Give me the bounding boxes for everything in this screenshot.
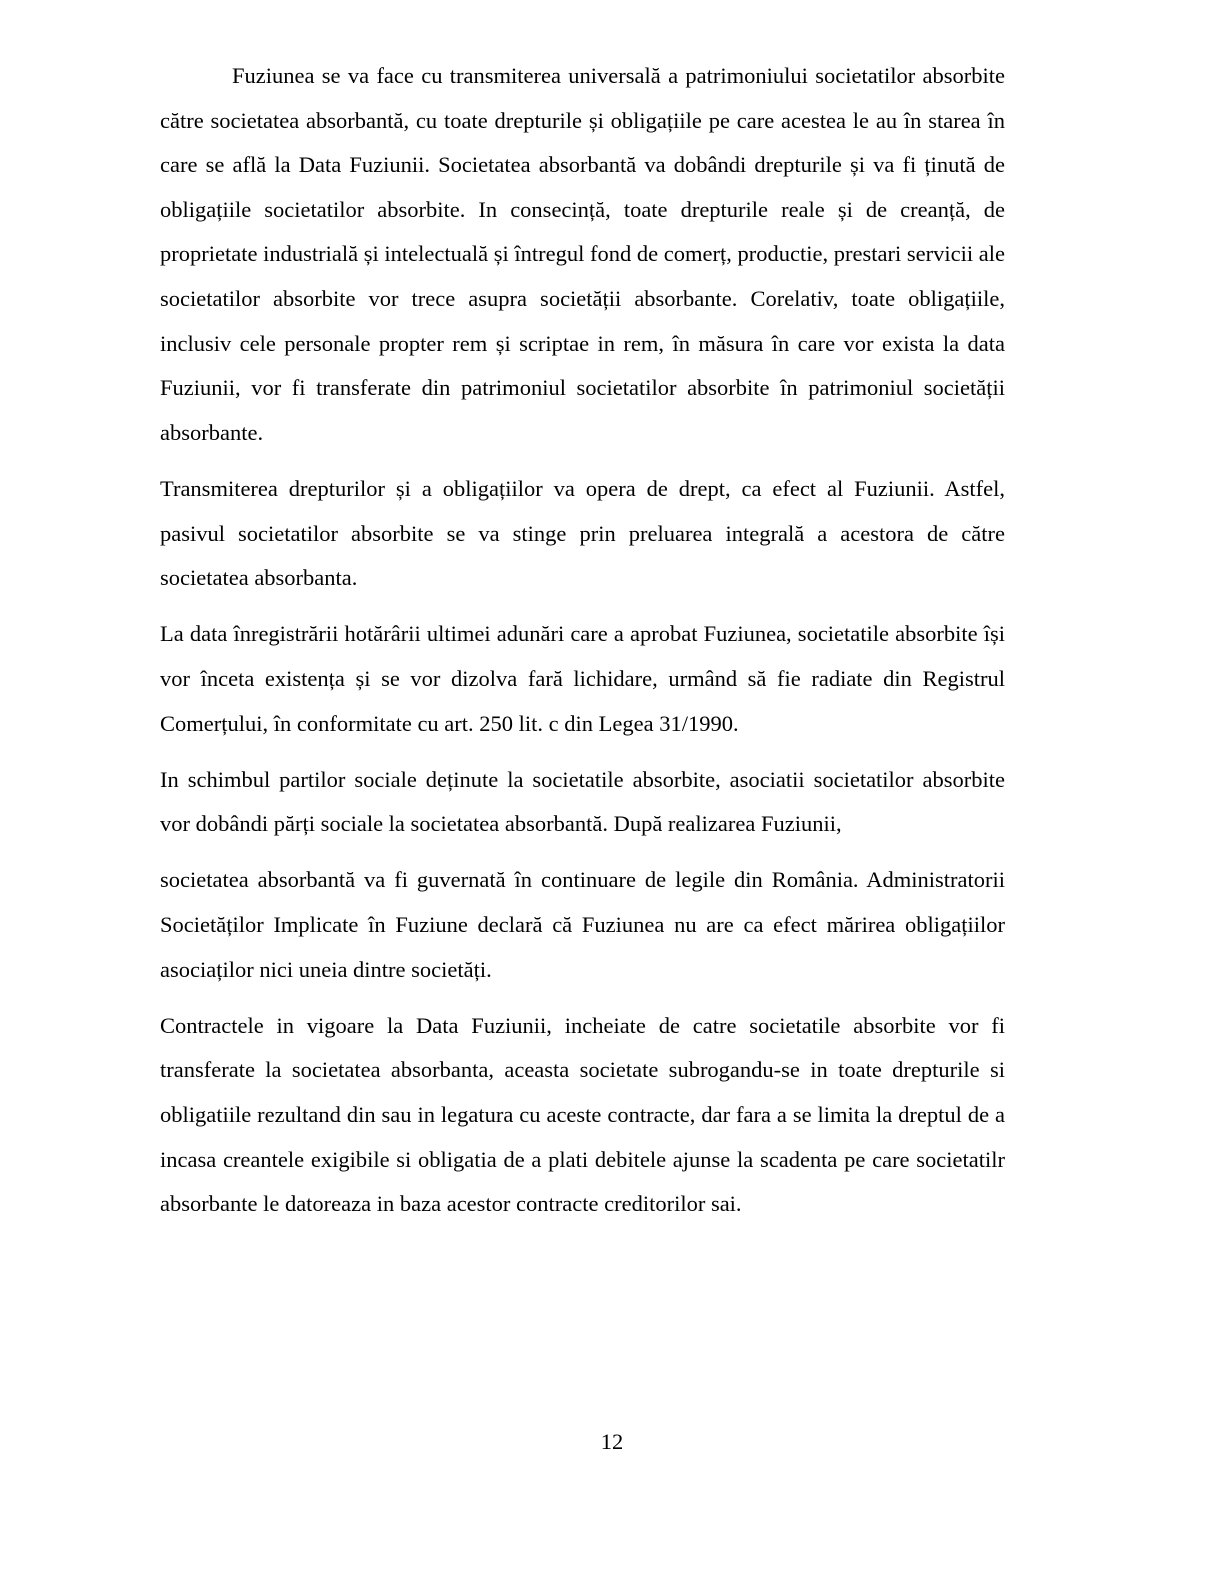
paragraph: Fuziunea se va face cu transmiterea universală a patrimoniului societatilor absorbite către societatea absorbantă, cu toate drepturile și obligațiile pe care acestea le au în starea în care se află la Data Fuziunii. Societatea absorbantă va dobândi drepturile și va fi ținută de obligațiile societatilor absorbite. In consecință, toate drepturile reale și de creanță, de proprietate industrială și intelectuală și întregul fond de comerț, productie, prestari servicii ale societatilor absorbite vor trece asupra societății absorbante. Corelativ, toate obligațiile, inclusiv cele personale propter rem și scriptae in rem, în măsura în care vor exista la data Fuziunii, vor fi transferate din patrimoniul societatilor absorbite în patrimoniul societății absorbante. (160, 63, 1005, 445)
paragraph: Contractele in vigoare la Data Fuziunii, incheiate de catre societatile absorbite vor fi transferate la societatea absorbanta, aceasta societate subrogandu-se in toate drepturile si obligatiile rezultand din sau in legatura cu aceste contracte, dar fara a se limita la dreptul de a incasa creantele exigibile si obligatia de a plati debitele ajunse la scadenta pe care societatilr absorbante le datoreaza in baza acestor contracte creditorilor sai. (160, 1012, 1005, 1217)
paragraph: societatea absorbantă va fi guvernată în continuare de legile din România. Administratorii Societăților Implicate în Fuziune declară că Fuziunea nu are ca efect mărirea obligațiilor asociaților nici uneia dintre societăți. (160, 867, 1005, 982)
paragraph: In schimbul partilor sociale deținute la societatile absorbite, asociatii societatilor absorbite vor dobândi părți sociale la societatea absorbantă. După realizarea Fuziunii, (160, 766, 1005, 837)
paragraph: La data înregistrării hotărârii ultimei adunări care a aprobat Fuziunea, societatile absorbite își vor înceta existența și se vor dizolva fară lichidare, urmând să fie radiate din Registrul Comerțului, în conformitate cu art. 250 lit. c din Legea 31/1990. (160, 621, 1005, 736)
page-number: 12 (600, 1429, 624, 1454)
paragraph: Transmiterea drepturilor și a obligațiilor va opera de drept, ca efect al Fuziunii. Astfel, pasivul societatilor absorbite se va stinge prin preluarea integrală a acestora de către societatea absorbanta. (160, 475, 1005, 591)
text-body (160, 54, 1005, 1238)
